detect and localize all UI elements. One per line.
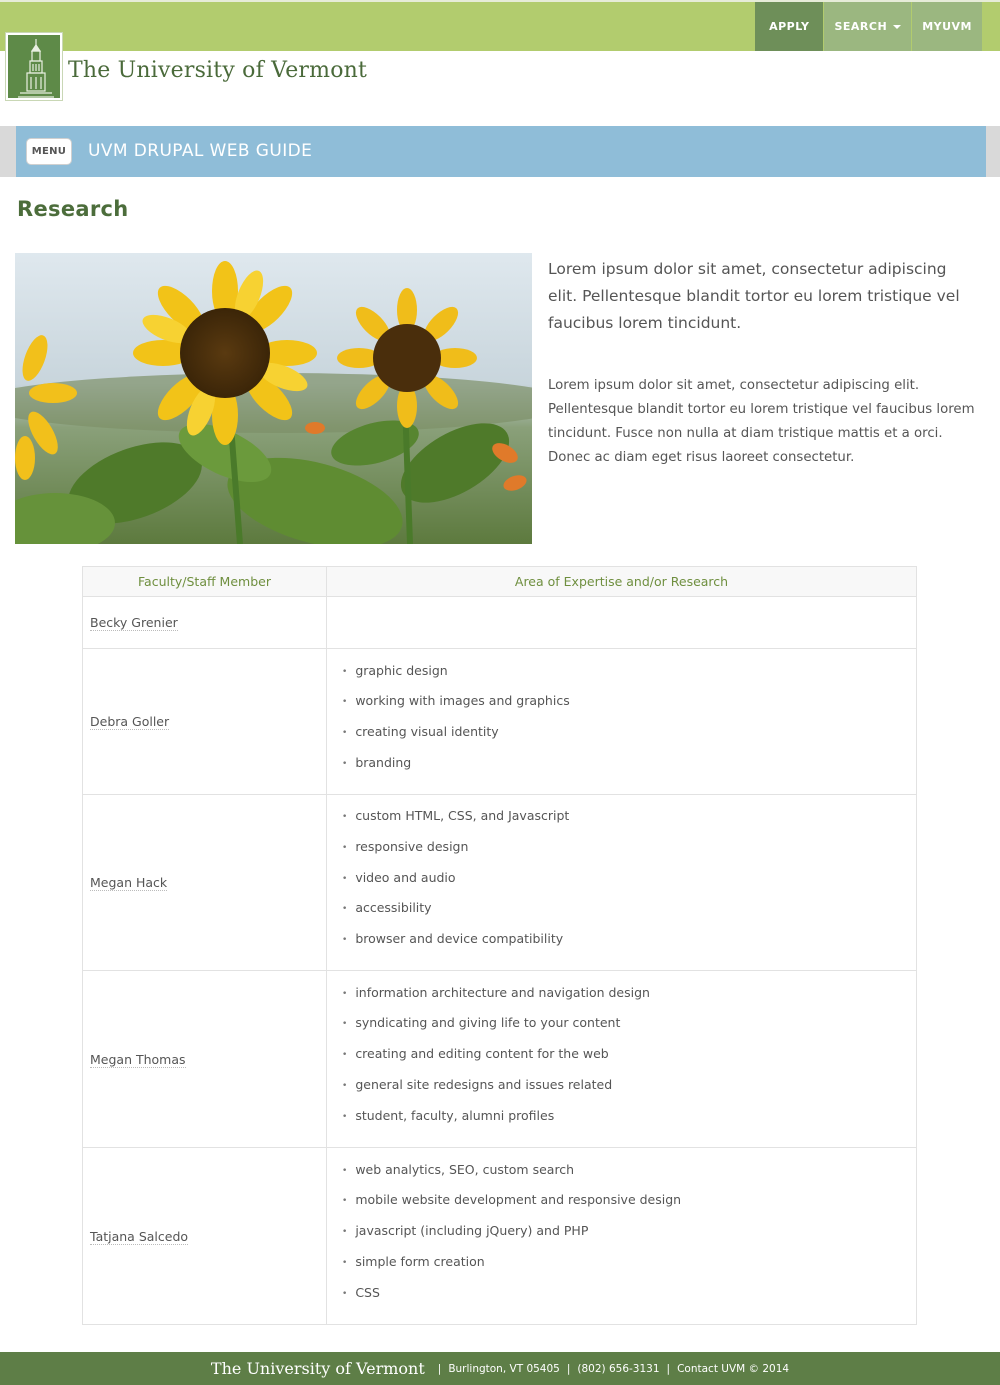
member-name-link[interactable]: Debra Goller xyxy=(90,714,170,729)
list-item: • javascript (including jQuery) and PHP xyxy=(342,1220,916,1251)
uvm-logo-icon[interactable] xyxy=(6,33,62,100)
member-name-cell xyxy=(83,597,327,649)
column-header-member: Faculty/Staff Member xyxy=(83,567,327,597)
list-item: • browser and device compatibility xyxy=(342,928,916,959)
list-item: • accessibility xyxy=(342,897,916,928)
member-name-cell xyxy=(83,971,327,1148)
member-name-link[interactable]: Becky Grenier xyxy=(90,615,178,630)
list-item: • creating and editing content for the web xyxy=(342,1043,916,1074)
list-item: • custom HTML, CSS, and Javascript xyxy=(342,805,916,836)
list-item: • working with images and graphics xyxy=(342,690,916,721)
table-row xyxy=(83,971,917,1148)
list-item: • student, faculty, alumni profiles xyxy=(342,1105,916,1136)
list-item: • syndicating and giving life to your content xyxy=(342,1012,916,1043)
expertise-cell xyxy=(327,649,917,795)
expertise-table xyxy=(82,566,917,1325)
expertise-list xyxy=(342,973,916,1145)
list-item: • video and audio xyxy=(342,867,916,898)
site-footer xyxy=(0,1352,1000,1385)
expertise-list xyxy=(342,796,916,968)
myuvm-label: MYUVM xyxy=(922,20,972,33)
list-item: • graphic design xyxy=(342,660,916,691)
expertise-list xyxy=(342,651,916,793)
member-name-link[interactable]: Megan Hack xyxy=(90,875,168,890)
member-name-cell xyxy=(83,1148,327,1325)
column-header-expertise: Area of Expertise and/or Research xyxy=(327,567,917,597)
table-row xyxy=(83,795,917,971)
expertise-cell xyxy=(327,971,917,1148)
menu-button[interactable]: MENU xyxy=(26,138,72,165)
body-paragraph: Lorem ipsum dolor sit amet, consectetur adipiscing elit. Pellentesque blandit tortor eu lorem tristique vel faucibus lorem tincidunt. Fusce non nulla at diam tristique mattis et a orci. Donec ac diam eget risus laoreet consectetur. xyxy=(548,378,975,465)
list-item: • creating visual identity xyxy=(342,721,916,752)
footer-address: Burlington, VT 05405 xyxy=(448,1362,560,1375)
footer-phone: (802) 656-3131 xyxy=(577,1362,660,1375)
list-item: • simple form creation xyxy=(342,1251,916,1282)
footer-divider: | xyxy=(566,1362,571,1375)
footer-site-name[interactable]: The University of Vermont xyxy=(210,1359,425,1378)
member-name-cell xyxy=(83,795,327,971)
member-name-cell xyxy=(83,649,327,795)
table-row xyxy=(83,649,917,795)
top-nav xyxy=(754,2,982,53)
list-item: • branding xyxy=(342,752,916,783)
search-label: SEARCH xyxy=(834,20,888,33)
search-dropdown[interactable] xyxy=(823,2,911,51)
footer-contact-link[interactable]: Contact UVM © 2014 xyxy=(677,1362,790,1375)
page-title: Research xyxy=(17,197,129,221)
lead-paragraph: Lorem ipsum dolor sit amet, consectetur adipiscing elit. Pellentesque blandit tortor eu lorem tristique vel faucibus lorem tincidunt. xyxy=(548,260,960,332)
myuvm-link[interactable] xyxy=(911,2,982,51)
section-bar-inner xyxy=(16,126,986,177)
apply-label: APPLY xyxy=(769,20,810,33)
footer-divider: | xyxy=(666,1362,671,1375)
list-item: • web analytics, SEO, custom search xyxy=(342,1159,916,1190)
apply-link[interactable] xyxy=(754,2,823,51)
table-row xyxy=(83,597,917,649)
list-item: • general site redesigns and issues related xyxy=(342,1074,916,1105)
top-bar xyxy=(0,0,1000,51)
section-bar xyxy=(0,126,1000,177)
list-item: • CSS xyxy=(342,1282,916,1313)
table-row xyxy=(83,1148,917,1325)
expertise-cell xyxy=(327,597,917,649)
list-item: • mobile website development and responsive design xyxy=(342,1189,916,1220)
section-title[interactable]: UVM DRUPAL WEB GUIDE xyxy=(88,141,313,161)
footer-divider: | xyxy=(437,1362,442,1375)
site-name[interactable]: The University of Vermont xyxy=(68,58,368,83)
expertise-cell xyxy=(327,1148,917,1325)
sunflower-image xyxy=(15,253,532,544)
member-name-link[interactable]: Tatjana Salcedo xyxy=(90,1228,189,1244)
caret-down-icon xyxy=(893,25,901,29)
expertise-list xyxy=(342,1150,916,1322)
member-name-link[interactable]: Megan Thomas xyxy=(90,1051,186,1067)
table-header-row xyxy=(83,567,917,597)
expertise-cell xyxy=(327,795,917,971)
list-item: • information architecture and navigation design xyxy=(342,982,916,1013)
list-item: • responsive design xyxy=(342,836,916,867)
